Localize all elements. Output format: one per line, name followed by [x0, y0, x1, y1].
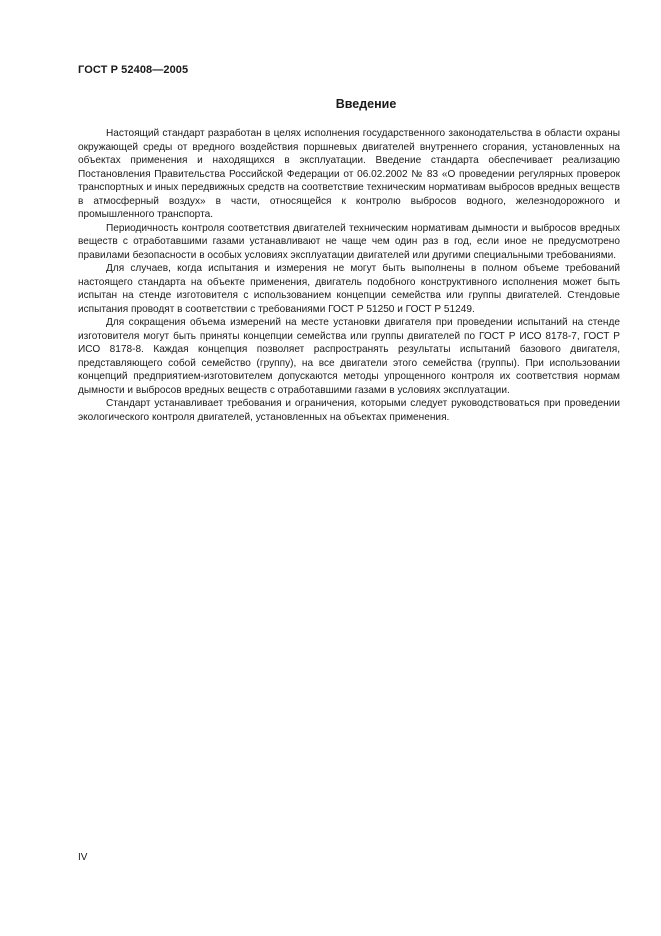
- paragraph: Настоящий стандарт разработан в целях исполнения государственного законодательства в области охраны окружающей среды от вредного воздействия поршневых двигателей внутреннего сгорания, установленных на объектах применения и находящихся в эксплуатации. Введение стандарта обеспечивает реализацию Постановления Правительства Российской Федерации от 06.02.2002 № 83 «О проведении регулярных проверок транспортных и иных передвижных средств на соответствие техническим нормативам выбросов вредных веществ в атмосферный воздух» в части, относящейся к контролю выбросов водного, железнодорожного и промышленного транспорта.: [78, 128, 620, 220]
- paragraph: Стандарт устанавливает требования и ограничения, которыми следует руководствоваться при проведении экологического контроля двигателей, установленных на объектах применения.: [78, 398, 620, 423]
- page-number: IV: [78, 852, 88, 863]
- paragraph: Для случаев, когда испытания и измерения не могут быть выполнены в полном объеме требований настоящего стандарта на объекте применения, двигатель подобного конструктивного исполнения может быть испытан на стенде изготовителя с использованием концепции семейства или группы двигателей. Стендовые испытания проводят в соответствии с требованиями ГОСТ Р 51250 и ГОСТ Р 51249.: [78, 263, 620, 315]
- body-text: [78, 127, 620, 424]
- paragraph: Для сокращения объема измерений на месте установки двигателя при проведении испытаний на стенде изготовителя могут быть приняты концепции семейства или группы двигателей по ГОСТ Р ИСО 8178-7, ГОСТ Р ИСО 8178-8. Каждая концепция позволяет распространять результаты испытаний базового двигателя, представляющего собой семейство (группу), на все двигатели этого семейства (группы). При использовании концепций предприятием-изготовителем допускаются методы упрощенного контроля их соответствия нормам дымности и выбросов вредных веществ с отработавшими газами в условиях эксплуатации.: [78, 317, 620, 396]
- section-title: Введение: [335, 97, 397, 111]
- document-header: ГОСТ Р 52408—2005: [78, 64, 189, 76]
- paragraph: Периодичность контроля соответствия двигателей техническим нормативам дымности и выбросов вредных веществ с отработавшими газами устанавливают не чаще чем один раз в год, если иное не предусмотрено правилами безопасности в особых условиях эксплуатации двигателей или другими специальными требованиями.: [78, 222, 620, 261]
